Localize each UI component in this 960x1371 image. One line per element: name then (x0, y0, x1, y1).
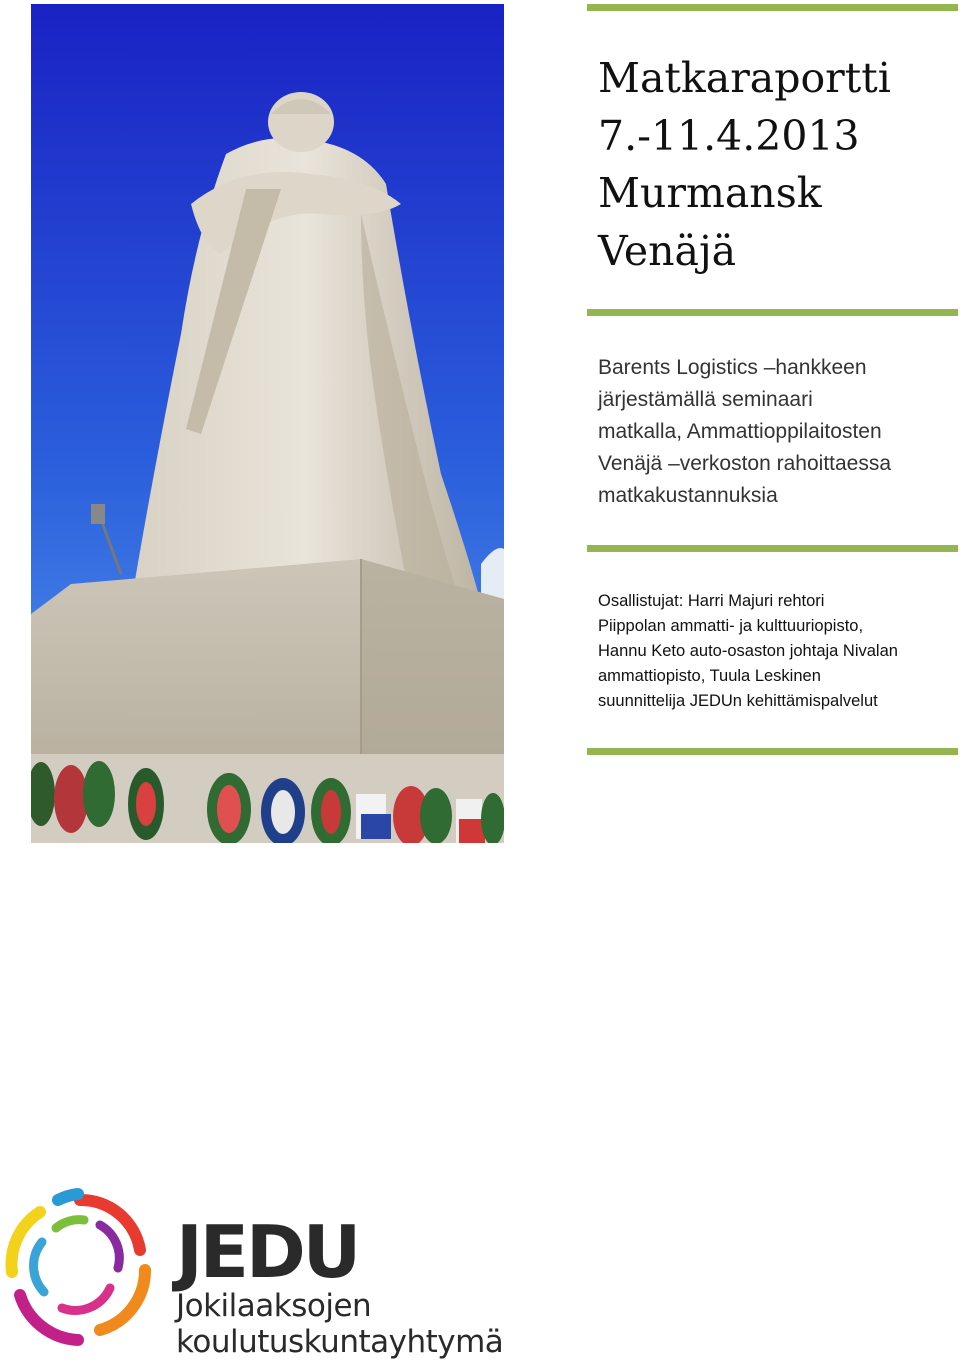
subtitle-line: matkakustannuksia (598, 484, 778, 507)
jedu-swirl-icon (0, 1180, 165, 1350)
title-line-3: Murmansk (598, 169, 822, 217)
title-line-2: 7.-11.4.2013 (598, 111, 860, 160)
accent-rule-2 (587, 309, 958, 316)
logo-org-name (176, 1288, 503, 1360)
participants-line: suunnittelija JEDUn kehittämispalvelut (598, 692, 878, 710)
report-title (598, 50, 948, 280)
report-subtitle (598, 352, 953, 512)
title-line-1: Matkaraportti (598, 54, 891, 102)
accent-rule-4 (587, 748, 958, 755)
participants-line: Hannu Keto auto-osaston johtaja Nivalan (598, 642, 898, 660)
monument-photo-icon (31, 4, 504, 843)
participants-line: Piippolan ammatti- ja kulttuuriopisto, (598, 617, 864, 635)
jedu-logo (0, 1180, 520, 1371)
title-line-4: Venäjä (598, 226, 737, 275)
subtitle-line: Barents Logistics –hankkeen (598, 356, 867, 379)
participants-line: Osallistujat: Harri Majuri rehtori (598, 592, 825, 610)
accent-rule-3 (587, 545, 958, 552)
cover-photo (31, 4, 504, 843)
subtitle-line: järjestämällä seminaari (598, 388, 813, 411)
logo-brand-text: JEDU (176, 1210, 359, 1294)
subtitle-line: Venäjä –verkoston rahoittaessa (598, 452, 892, 475)
subtitle-line: matkalla, Ammattioppilaitosten (598, 420, 882, 443)
accent-rule-top (587, 4, 958, 11)
logo-org-line-2: koulutuskuntayhtymä (176, 1324, 504, 1360)
logo-org-line-1: Jokilaaksojen (176, 1288, 372, 1324)
participants-line: ammattiopisto, Tuula Leskinen (598, 667, 821, 685)
participants-block (598, 589, 953, 714)
